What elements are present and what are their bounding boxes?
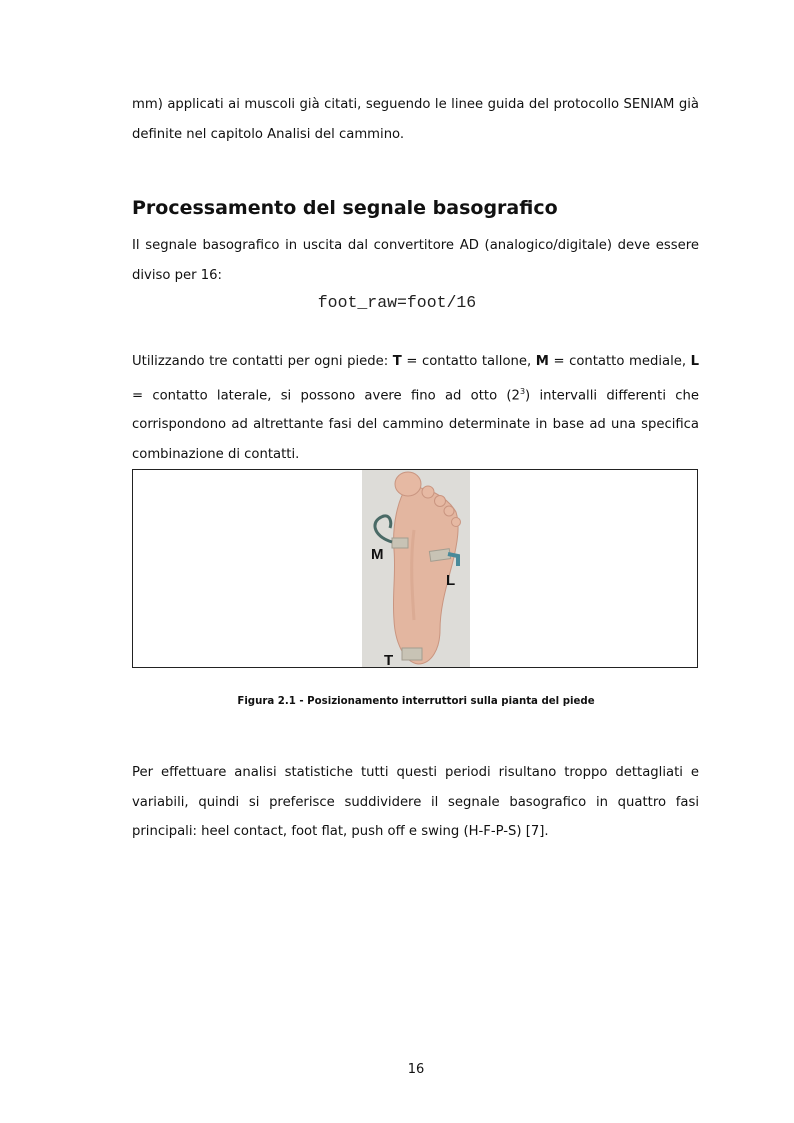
contacts-intro-text: Utilizzando tre contatti per ogni piede: bbox=[132, 354, 393, 369]
label-l: L bbox=[446, 572, 456, 589]
foot-sole-photo bbox=[362, 470, 470, 667]
contact-text-l: = contatto laterale, si possono avere fino ad otto (2 bbox=[132, 387, 520, 403]
exponent: 3 bbox=[519, 386, 526, 396]
contact-key-t: T bbox=[392, 354, 402, 369]
formula: foot_raw=foot/16 bbox=[317, 293, 477, 312]
paragraph-contacts bbox=[132, 347, 699, 469]
paragraph-phases: Per effettuare analisi statistiche tutti questi periodi risultano troppo dettagliati e variabili, quindi si preferisce suddividere il segnale basografico in quattro fasi principali: heel contact, foot flat, push off e swing (H-F-P-S) [7]. bbox=[132, 765, 699, 839]
paragraph-signal-division: Il segnale basografico in uscita dal convertitore AD (analogico/digitale) deve essere diviso per 16: bbox=[132, 238, 699, 283]
page-number: 16 bbox=[407, 1062, 425, 1077]
figure-caption: Figura 2.1 - Posizionamento interruttori sulla pianta del piede bbox=[237, 696, 595, 707]
figure-frame bbox=[132, 469, 698, 668]
contact-key-m: M bbox=[535, 354, 549, 369]
paragraph-continuation: mm) applicati ai muscoli già citati, seguendo le linee guida del protocollo SENIAM già definite nel capitolo Analisi del cammino. bbox=[132, 97, 699, 142]
contact-text-m: = contatto mediale, bbox=[548, 354, 691, 369]
contact-text-t: = contatto tallone, bbox=[401, 354, 536, 369]
label-t: T bbox=[384, 652, 394, 667]
label-m: M bbox=[371, 546, 384, 563]
foot-sole-illustration bbox=[362, 470, 470, 667]
section-heading: Processamento del segnale basografico bbox=[132, 197, 558, 219]
contact-key-l: L bbox=[690, 354, 700, 369]
contacts-rest-text: ) intervalli differenti che corrispondono ad altrettante fasi del cammino determinate in base ad una specifica combinazione di contatti. bbox=[132, 387, 699, 462]
